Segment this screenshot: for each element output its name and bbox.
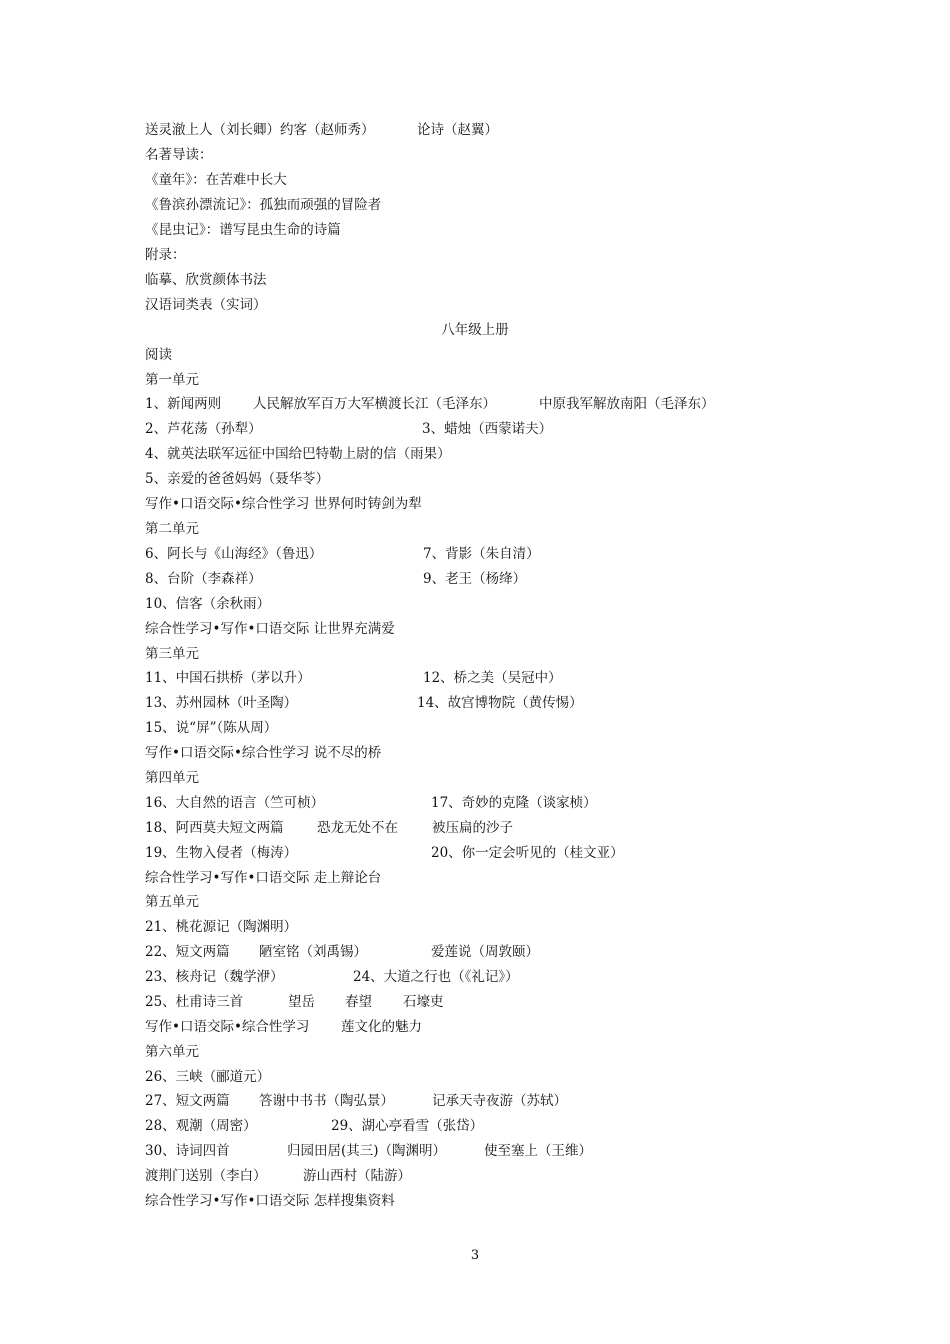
item: 中原我军解放南阳（毛泽东） (539, 396, 715, 412)
item: 11、中国石拱桥（茅以升） (145, 670, 311, 686)
item: 被压扁的沙子 (432, 820, 513, 836)
text-line: 综合性学习•写作•口语交际 走上辩论台 (145, 870, 382, 886)
item: 爱莲说（周敦颐） (431, 944, 539, 960)
text-line: 汉语词类表（实词） (145, 297, 267, 313)
text-line (145, 1165, 411, 1187)
item: 归园田居(其三)（陶渊明） (287, 1143, 447, 1159)
item: 论诗（赵翼） (417, 122, 498, 138)
text-line (145, 1115, 484, 1137)
text-line (145, 568, 527, 590)
item: 27、短文两篇 (145, 1093, 230, 1109)
item: 16、大自然的语言（竺可桢） (145, 795, 325, 811)
item: 1、新闻两则 (145, 396, 222, 412)
text-line: 综合性学习•写作•口语交际 让世界充满爱 (145, 621, 395, 637)
item: 13、苏州园林（叶圣陶） (145, 695, 298, 711)
text-line: 5、亲爱的爸爸妈妈（聂华苓） (145, 471, 330, 487)
item: 8、台阶（李森祥） (145, 571, 262, 587)
item: 6、阿长与《山海经》（鲁迅） (145, 546, 323, 562)
text-line: 10、信客（余秋雨） (145, 596, 271, 612)
item: 12、桥之美（吴冠中） (423, 670, 562, 686)
text-line (145, 692, 583, 714)
text-line (145, 817, 513, 839)
text-line (145, 842, 624, 864)
item: 28、观潮（周密） (145, 1118, 257, 1134)
text-line (145, 941, 539, 963)
item: 使至塞上（王维） (484, 1143, 592, 1159)
text-line: 《童年》：在苦难中长大 (145, 172, 287, 188)
text-line: 写作•口语交际•综合性学习 世界何时铸剑为犁 (145, 496, 422, 512)
item: 19、生物入侵者（梅涛） (145, 845, 298, 861)
item: 18、阿西莫夫短文两篇 (145, 820, 284, 836)
item: 22、短文两篇 (145, 944, 230, 960)
text-line (145, 991, 444, 1013)
item: 送灵澈上人（刘长卿）约客（赵师秀） (145, 122, 375, 138)
page-number: 3 (470, 1248, 480, 1263)
unit-title: 第三单元 (145, 646, 199, 662)
unit-title: 第二单元 (145, 521, 199, 537)
item: 24、大道之行也（《礼记》） (353, 969, 519, 985)
text-line: 写作•口语交际•综合性学习 说不尽的桥 (145, 745, 382, 761)
text-line: 26、三峡（郦道元） (145, 1069, 271, 1085)
item: 人民解放军百万大军横渡长江（毛泽东） (253, 396, 496, 412)
section-label: 附录： (145, 247, 186, 263)
text-line (145, 667, 562, 689)
page-heading: 八年级上册 (441, 322, 509, 338)
item: 20、你一定会听见的（桂文亚） (431, 845, 624, 861)
item: 石壕吏 (403, 994, 444, 1010)
text-line: 《昆虫记》：谱写昆虫生命的诗篇 (145, 222, 341, 238)
unit-title: 第一单元 (145, 372, 199, 388)
text-line: 综合性学习•写作•口语交际 怎样搜集资料 (145, 1193, 395, 1209)
text-line (145, 119, 498, 141)
item: 望岳 (288, 994, 315, 1010)
text-line: 4、就英法联军远征中国给巴特勒上尉的信（雨果） (145, 446, 451, 462)
item: 陋室铭（刘禹锡） (259, 944, 367, 960)
item: 春望 (345, 994, 372, 1010)
item: 25、杜甫诗三首 (145, 994, 244, 1010)
section-label: 阅读 (145, 347, 172, 363)
item: 莲文化的魅力 (341, 1019, 422, 1035)
item: 写作•口语交际•综合性学习 (145, 1019, 310, 1035)
unit-title: 第六单元 (145, 1044, 199, 1060)
text-line (145, 1090, 567, 1112)
text-line: 临摹、欣赏颜体书法 (145, 272, 267, 288)
item: 30、诗词四首 (145, 1143, 230, 1159)
text-line: 15、说“屏”（陈从周） (145, 720, 278, 736)
text-line (145, 1016, 422, 1038)
item: 7、背影（朱自清） (423, 546, 540, 562)
text-line (145, 1140, 592, 1162)
item: 17、奇妙的克隆（谈家桢） (431, 795, 597, 811)
section-label: 名著导读： (145, 147, 213, 163)
item: 记承天寺夜游（苏轼） (432, 1093, 567, 1109)
unit-title: 第五单元 (145, 894, 199, 910)
item: 2、芦花荡（孙犁） (145, 421, 262, 437)
unit-title: 第四单元 (145, 770, 199, 786)
text-line: 《鲁滨孙漂流记》：孤独而顽强的冒险者 (145, 197, 382, 213)
item: 29、湖心亭看雪（张岱） (331, 1118, 484, 1134)
text-line (145, 966, 519, 988)
text-line (145, 543, 540, 565)
item: 9、老王（杨绛） (423, 571, 527, 587)
text-line (145, 418, 553, 440)
item: 23、核舟记（魏学洢） (145, 969, 284, 985)
item: 游山西村（陆游） (303, 1168, 411, 1184)
item: 渡荆门送别（李白） (145, 1168, 267, 1184)
item: 答谢中书书（陶弘景） (259, 1093, 394, 1109)
item: 3、蜡烛（西蒙诺夫） (422, 421, 553, 437)
item: 14、故宫博物院（黄传惕） (417, 695, 583, 711)
text-line: 21、桃花源记（陶渊明） (145, 919, 298, 935)
text-line (145, 792, 597, 814)
item: 恐龙无处不在 (317, 820, 398, 836)
text-line (145, 393, 715, 415)
